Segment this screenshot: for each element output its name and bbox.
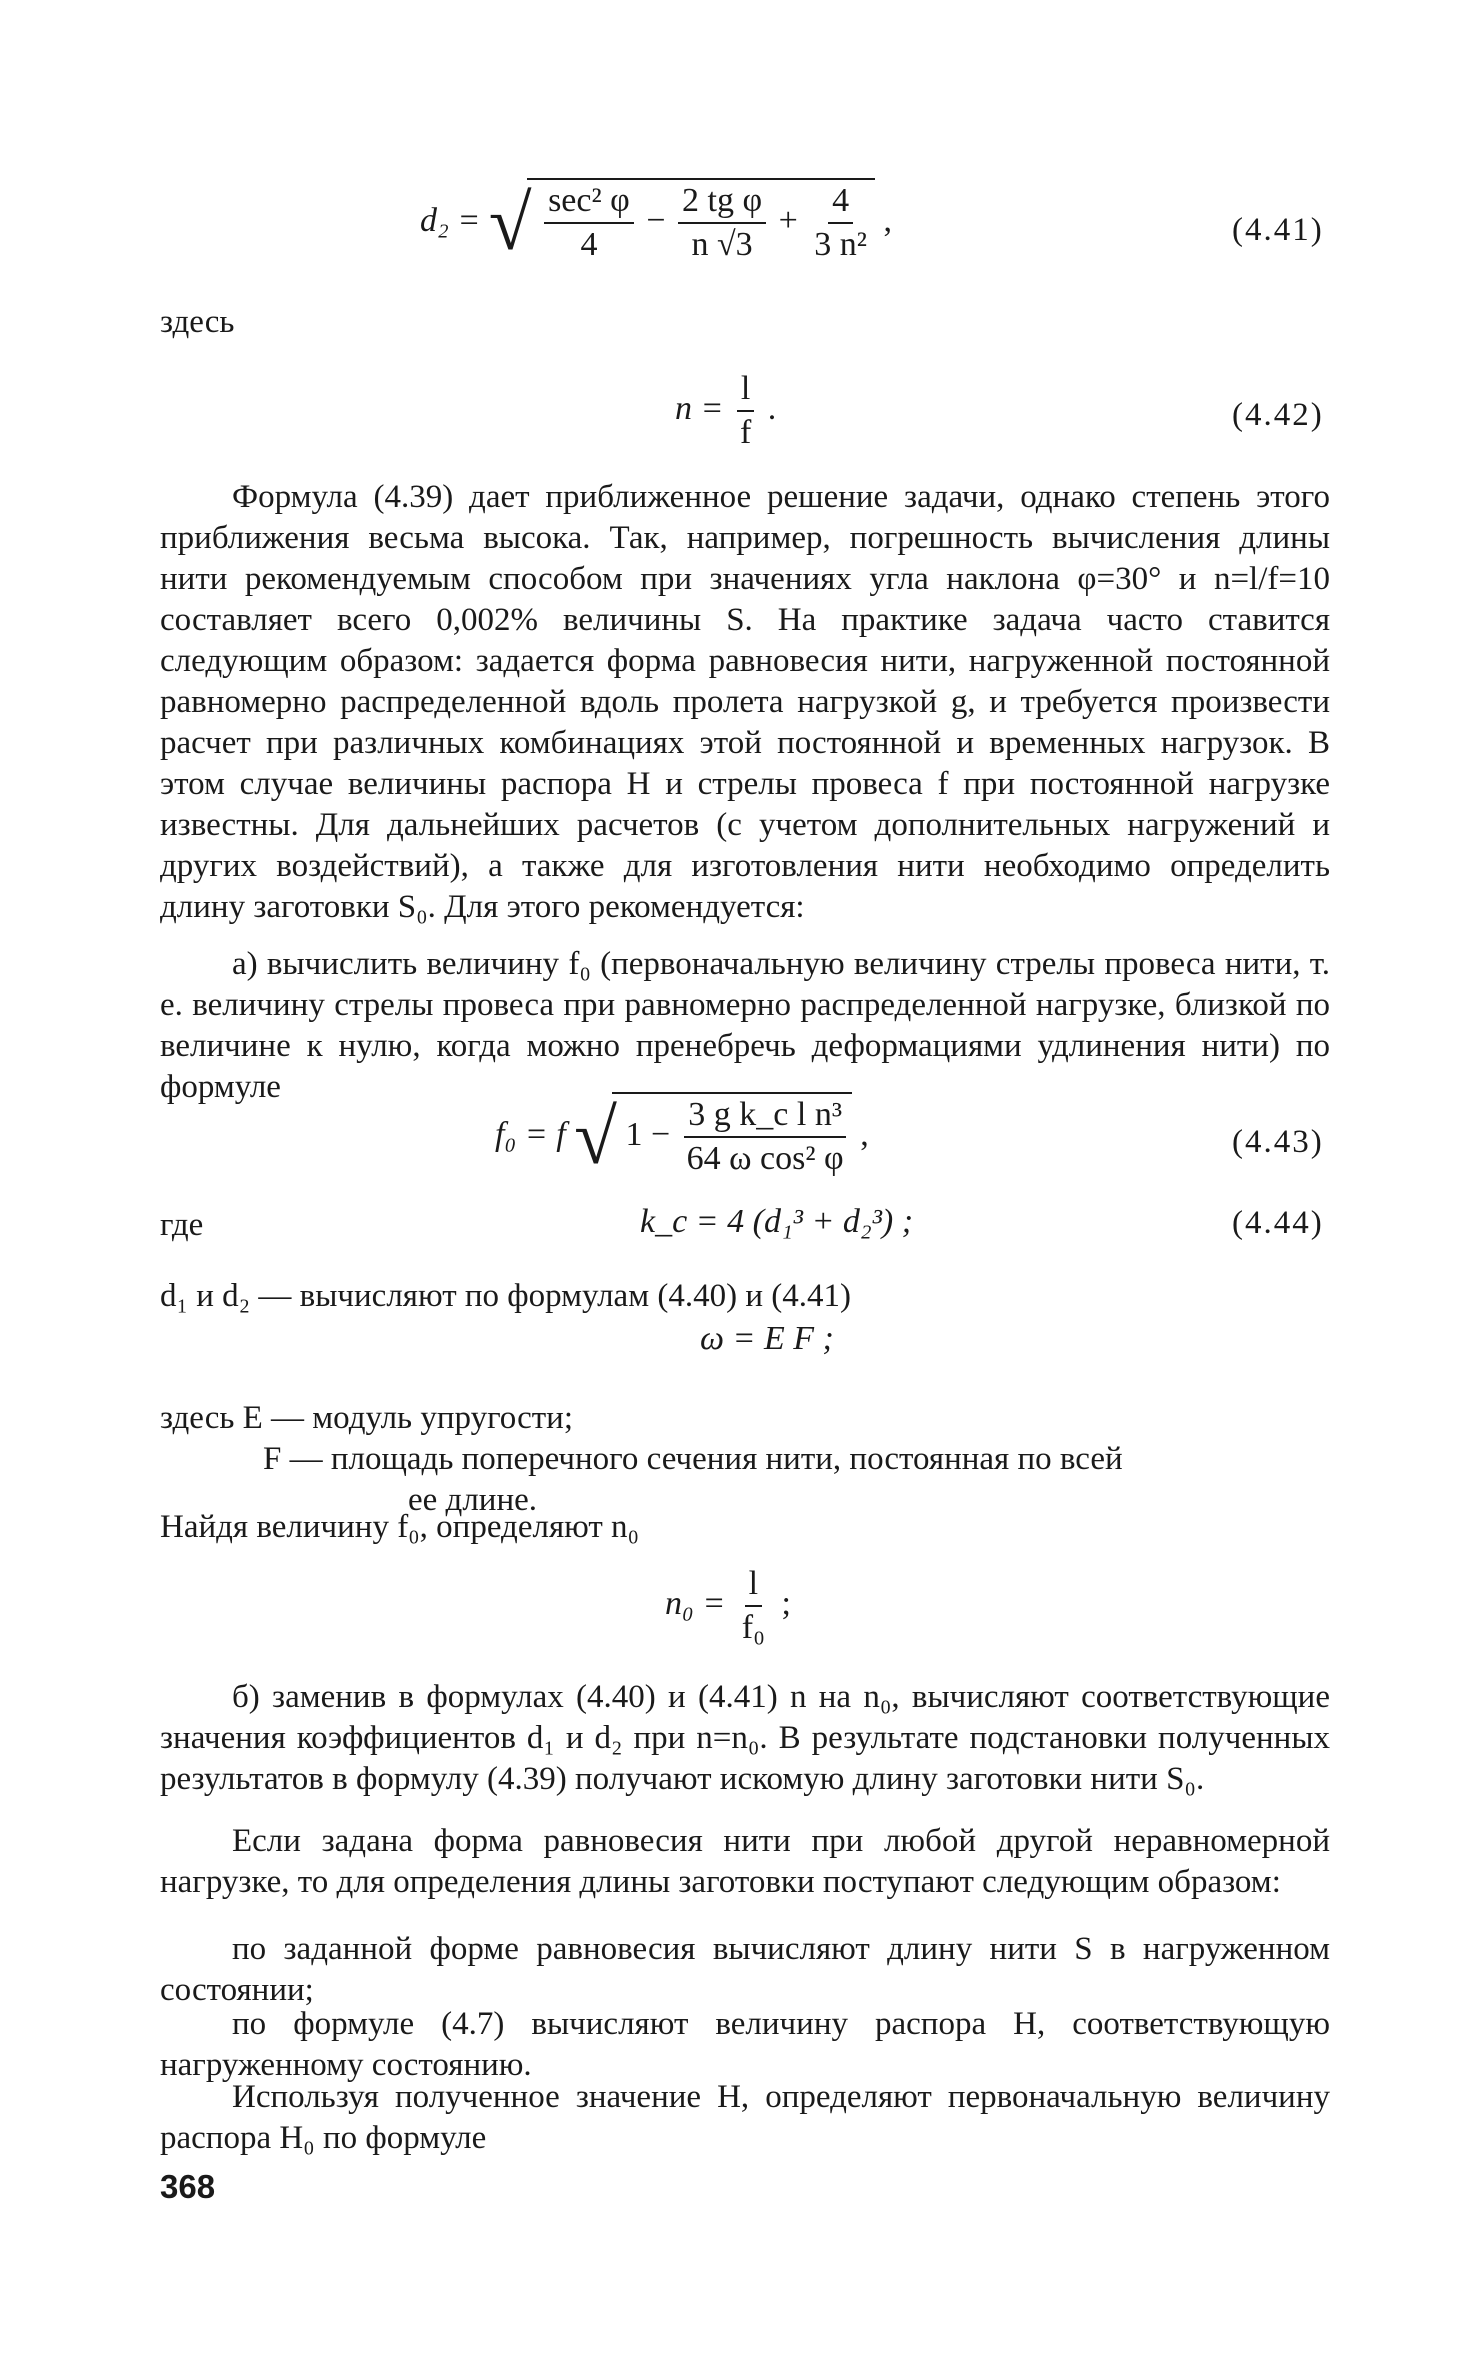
sqrt-expression: √ $\frac{\text{sec² φ}}{4}$ − $\frac{\text{2 tg φ}}{n √3}$ + $\frac{4}{\text{3 n²}}$ bbox=[489, 178, 875, 268]
page-number: 368 bbox=[160, 2168, 216, 2205]
equation-4-44: k_c = 4 (d₁³ + d₂³) ; bbox=[640, 1203, 914, 1240]
equation-omega: ω = E F ; bbox=[700, 1320, 834, 1357]
equation-number-4-44: (4.44) bbox=[1232, 1205, 1324, 1241]
paragraph-initial-thrust: Используя полученное значение H, определяют первоначальную величину распора H₀ по формуле bbox=[160, 2079, 1330, 2156]
fraction-sec: $\frac{\text{sec² φ}}{4}$ bbox=[544, 182, 634, 264]
equation-4-41: d₂ = √ $\frac{\text{sec² φ}}{4}$ − $\frac{\text{2 tg φ}}{n √3}$ + $\frac{4}{\text{3 n²}}$ , bbox=[420, 179, 892, 266]
fraction-tg: $\frac{\text{2 tg φ}}{n √3}$ bbox=[678, 182, 766, 264]
equation-4-42: n = $\frac{l}{f}$ . bbox=[675, 370, 777, 451]
word-zdes: здесь bbox=[160, 304, 235, 340]
paragraph-nonuniform-load: Если задана форма равновесия нити при любой другой неравномерной нагрузке, то для определения длины заготовки поступают следующим образом: bbox=[160, 1823, 1330, 1900]
word-gde: где bbox=[160, 1207, 204, 1243]
radical-sign: √ bbox=[488, 179, 532, 266]
equation-number-4-42: (4.42) bbox=[1232, 397, 1324, 433]
paragraph-formula-4-39: Формула (4.39) дает приближенное решение задачи, однако степень этого приближения весьма высока. Так, например, погрешность вычисления длины нити рекомендуемым способом при значениях угла наклона φ=30° и n=l/f=10 составляет всего 0,002% величины S. На практике задача часто ставится следующим образом: задается форма равновесия нити, нагруженной постоянной равномерно распределенной вдоль пролета нагрузкой g, и требуется произвести расчет при различных комбинациях этой постоянной и временных нагрузок. В этом случае величины распора H и стрелы провеса f при постоянной нагрузке известны. Для дальнейших расчетов (с учетом дополнительных нагружений и других воздействий), а также для изготовления нити необходимо определить длину заготовки S₀. Для этого рекомендуется: bbox=[160, 479, 1330, 925]
equation-number-4-43: (4.43) bbox=[1232, 1124, 1324, 1160]
equation-number-4-41: (4.41) bbox=[1232, 212, 1324, 248]
line-modulus-e: здесь E — модуль упругости; bbox=[160, 1400, 573, 1436]
radical-sign: √ bbox=[574, 1093, 617, 1180]
paragraph-step-a: а) вычислить величину f₀ (первоначальную величину стрелы провеса нити, т. е. величину стрелы провеса при равномерно распределенной нагрузке, близкой по величине к нулю, когда можно пренебречь деформациями удлинения нити) по формуле bbox=[160, 946, 1330, 1105]
equation-n0: n₀ = $\frac{l}{\text{f₀}}$ ; bbox=[665, 1565, 791, 1646]
fraction-n: $\frac{4}{\text{3 n²}}$ bbox=[814, 182, 867, 263]
line-find-n0: Найдя величину f₀, определяют n₀ bbox=[160, 1509, 640, 1545]
line-area-f: F — площадь поперечного сечения нити, постоянная по всей ее длине. bbox=[263, 1441, 1123, 1518]
line-d1-d2: d₁ и d₂ — вычисляют по формулам (4.40) и (4.41) bbox=[160, 1278, 851, 1314]
paragraph-step-b: б) заменив в формулах (4.40) и (4.41) n на n₀, вычисляют соответствующие значения коэффициентов d₁ и d₂ при n=n₀. В результате подстановки полученных результатов в формулу (4.39) получают искомую длину заготовки нити S₀. bbox=[160, 1679, 1330, 1797]
eq-441-lhs: d₂ = bbox=[420, 201, 481, 239]
paragraph-length-s: по заданной форме равновесия вычисляют длину нити S в нагруженном состоянии; bbox=[160, 1931, 1330, 2008]
equation-4-43: f₀ = f √ 1 − $\frac{\text{3 g k\_c l n³}}{\text{64 ω cos² φ}}$ , bbox=[495, 1093, 869, 1180]
paragraph-thrust-h: по формуле (4.7) вычисляют величину распора H, соответствующую нагруженному состоянию. bbox=[160, 2006, 1330, 2083]
